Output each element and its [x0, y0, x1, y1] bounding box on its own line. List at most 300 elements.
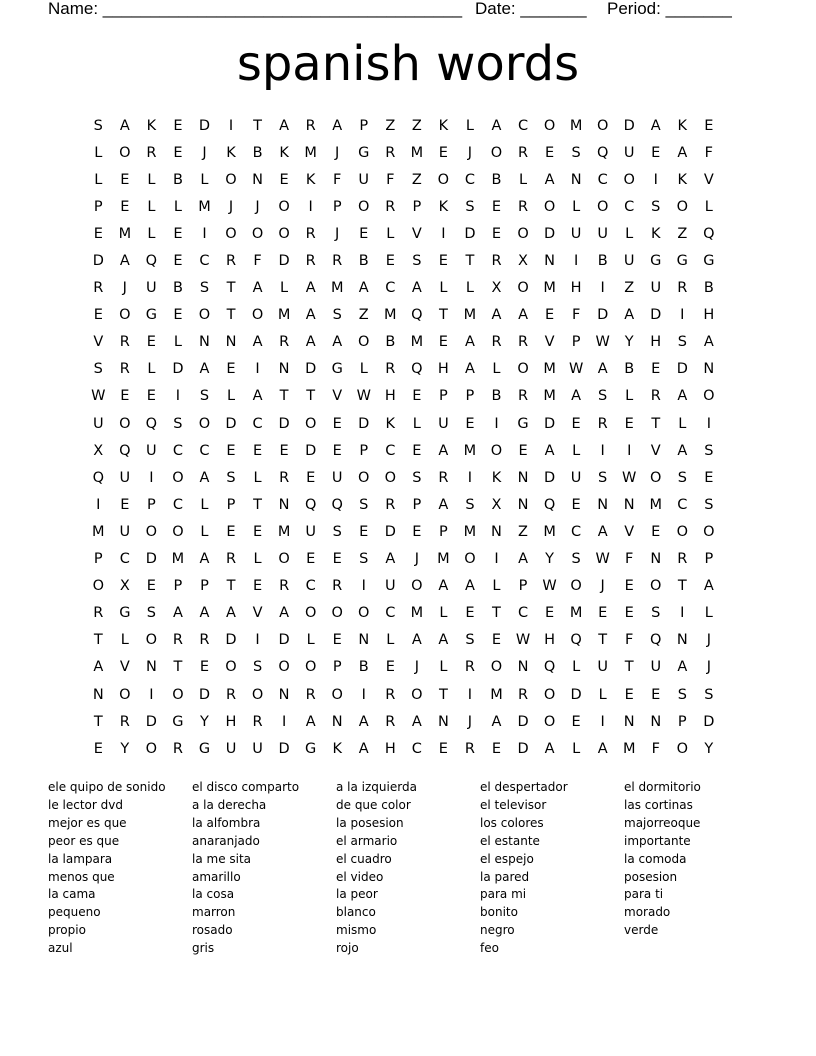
grid-letter: O — [358, 334, 370, 351]
grid-letter: L — [200, 496, 209, 513]
word-bank-item: los colores — [480, 815, 544, 830]
word-bank-item: pequeno — [48, 905, 101, 920]
grid-letter: R — [517, 144, 529, 161]
grid-row — [85, 708, 722, 735]
grid-letter: E — [306, 469, 316, 486]
grid-letter: I — [202, 225, 207, 242]
grid-letter: I — [149, 686, 154, 703]
grid-row — [85, 166, 722, 193]
grid-row — [85, 356, 722, 383]
grid-letter: E — [491, 632, 502, 649]
grid-letter: I — [600, 442, 605, 459]
grid-letter: C — [571, 523, 582, 540]
grid-letter: E — [146, 388, 156, 405]
grid-letter: I — [281, 713, 287, 730]
grid-letter: O — [119, 144, 131, 161]
grid-letter: E — [120, 388, 130, 405]
grid-letter: A — [252, 280, 263, 297]
word-bank-item: propio — [48, 923, 86, 938]
grid-letter: C — [252, 415, 263, 432]
grid-letter: N — [703, 361, 715, 378]
grid-letter: L — [572, 198, 581, 215]
grid-letter: E — [704, 469, 714, 486]
grid-letter: P — [173, 578, 183, 595]
grid-letter: E — [385, 253, 395, 270]
grid-letter: K — [491, 469, 502, 486]
grid-letter: U — [623, 253, 635, 270]
grid-letter: O — [278, 659, 290, 676]
grid-letter: F — [651, 740, 660, 757]
grid-row — [85, 139, 722, 166]
word-bank-item: posesion — [624, 869, 678, 884]
grid-letter: J — [467, 144, 473, 161]
grid-letter: A — [703, 578, 714, 595]
grid-letter: E — [704, 117, 714, 134]
grid-letter: M — [92, 523, 105, 540]
grid-letter: D — [92, 253, 104, 270]
grid-letter: D — [623, 117, 635, 134]
grid-letter: Q — [92, 469, 104, 486]
grid-letter: A — [464, 361, 475, 378]
grid-letter: E — [120, 496, 130, 513]
grid-letter: N — [623, 496, 635, 513]
grid-letter: H — [570, 280, 582, 297]
grid-letter: U — [570, 225, 582, 242]
grid-letter: A — [624, 307, 635, 324]
grid-letter: U — [119, 469, 131, 486]
word-bank-item: el cuadro — [336, 851, 392, 866]
grid-letter: O — [278, 551, 290, 568]
grid-letter: L — [226, 388, 236, 405]
grid-letter: L — [439, 659, 448, 676]
grid-letter: Q — [543, 659, 556, 676]
grid-letter: P — [93, 551, 103, 568]
grid-letter: S — [332, 523, 342, 540]
grid-letter: S — [332, 307, 342, 324]
grid-letter: E — [252, 578, 263, 595]
grid-letter: P — [359, 442, 369, 459]
grid-letter: O — [119, 415, 131, 432]
grid-letter: O — [331, 686, 343, 703]
grid-letter: P — [412, 198, 422, 215]
grid-letter: V — [411, 225, 422, 242]
grid-letter: A — [332, 117, 343, 134]
grid-letter: X — [491, 496, 502, 513]
grid-letter: T — [226, 578, 236, 595]
grid-letter: S — [199, 388, 210, 405]
grid-letter: E — [279, 171, 289, 188]
grid-letter: O — [411, 578, 423, 595]
grid-letter: D — [358, 415, 370, 432]
grid-letter: A — [438, 496, 449, 513]
grid-letter: A — [199, 469, 210, 486]
grid-letter: M — [198, 198, 211, 215]
grid-letter: N — [544, 253, 555, 270]
grid-letter: O — [145, 632, 158, 649]
grid-letter: Y — [120, 740, 130, 757]
grid-letter: I — [255, 361, 260, 378]
grid-letter: B — [491, 388, 502, 405]
grid-letter: L — [280, 280, 289, 297]
grid-letter: I — [175, 388, 181, 405]
grid-letter: L — [147, 361, 156, 378]
grid-letter: D — [278, 415, 290, 432]
grid-letter: O — [119, 686, 131, 703]
grid-letter: J — [335, 225, 340, 242]
grid-row — [85, 220, 722, 247]
grid-letter: K — [677, 171, 688, 188]
word-bank-item: el disco comparto — [192, 780, 300, 794]
word-bank-item: menos que — [48, 869, 115, 884]
grid-letter: O — [198, 307, 211, 324]
grid-letter: R — [517, 334, 529, 351]
grid-row — [85, 464, 722, 491]
grid-letter: L — [120, 632, 129, 649]
grid-letter: C — [464, 171, 475, 188]
grid-letter: L — [492, 578, 501, 595]
grid-letter: E — [624, 415, 634, 432]
grid-letter: N — [676, 632, 688, 649]
grid-letter: B — [172, 280, 183, 297]
grid-row — [85, 193, 722, 220]
grid-letter: D — [650, 307, 662, 324]
grid-letter: P — [518, 578, 528, 595]
grid-letter: R — [119, 713, 130, 730]
grid-letter: O — [490, 442, 503, 459]
grid-row — [85, 546, 722, 573]
grid-letter: L — [147, 171, 156, 188]
grid-letter: I — [441, 225, 446, 242]
grid-letter: T — [253, 117, 262, 134]
name-field[interactable]: Name: ______________________________________ — [48, 0, 463, 18]
grid-letter: T — [93, 632, 103, 649]
grid-letter: E — [93, 740, 103, 757]
grid-letter: J — [122, 280, 127, 297]
grid-letter: B — [491, 171, 502, 188]
grid-letter: O — [304, 659, 317, 676]
grid-letter: U — [119, 523, 131, 540]
grid-letter: E — [146, 334, 156, 351]
grid-letter: D — [543, 469, 556, 486]
grid-letter: O — [676, 523, 689, 540]
grid-letter: U — [384, 578, 396, 595]
grid-letter: I — [467, 686, 473, 703]
grid-letter: H — [437, 361, 449, 378]
grid-letter: A — [199, 551, 210, 568]
grid-letter: R — [464, 659, 475, 676]
grid-letter: R — [305, 225, 316, 242]
word-bank-item: marron — [192, 905, 236, 920]
grid-letter: E — [438, 334, 448, 351]
grid-letter: K — [438, 198, 449, 215]
grid-letter: O — [570, 578, 582, 595]
grid-letter: B — [252, 144, 263, 161]
grid-letter: J — [255, 198, 260, 215]
grid-letter: E — [438, 740, 448, 757]
grid-letter: U — [597, 225, 608, 242]
grid-row — [85, 681, 722, 708]
grid-letter: A — [358, 280, 369, 297]
grid-letter: W — [91, 388, 106, 405]
grid-letter: J — [202, 144, 207, 161]
grid-letter: L — [598, 686, 607, 703]
grid-letter: G — [358, 144, 370, 161]
grid-letter: R — [464, 740, 475, 757]
grid-letter: A — [677, 659, 688, 676]
word-bank-item: a la izquierda — [336, 780, 417, 794]
grid-letter: R — [517, 686, 529, 703]
grid-letter: V — [703, 171, 714, 188]
grid-letter: L — [625, 225, 634, 242]
grid-letter: E — [173, 253, 183, 270]
grid-letter: E — [412, 442, 422, 459]
grid-letter: U — [252, 740, 263, 757]
grid-letter: A — [597, 523, 608, 540]
grid-letter: W — [622, 469, 637, 486]
grid-letter: A — [597, 740, 608, 757]
grid-letter: C — [517, 605, 529, 622]
grid-letter: N — [597, 496, 609, 513]
grid-letter: G — [172, 713, 184, 730]
grid-letter: M — [410, 334, 424, 351]
word-column — [336, 779, 480, 958]
grid-letter: E — [438, 144, 448, 161]
grid-letter: A — [491, 713, 502, 730]
grid-letter: L — [94, 171, 103, 188]
grid-letter: O — [676, 740, 689, 757]
grid-letter: L — [704, 605, 713, 622]
grid-letter: R — [279, 334, 290, 351]
grid-letter: A — [438, 442, 449, 459]
grid-letter: G — [676, 253, 688, 270]
grid-letter: R — [332, 253, 343, 270]
grid-letter: E — [491, 225, 502, 242]
grid-letter: O — [198, 415, 211, 432]
grid-letter: A — [305, 334, 316, 351]
grid-letter: R — [225, 551, 237, 568]
grid-letter: D — [198, 117, 211, 134]
grid-letter: P — [226, 496, 236, 513]
grid-letter: O — [517, 225, 529, 242]
word-bank-item: morado — [624, 905, 671, 920]
grid-letter: G — [145, 307, 157, 324]
grid-letter: J — [414, 551, 419, 568]
grid-letter: Q — [543, 496, 556, 513]
grid-letter: N — [517, 496, 529, 513]
page-title: spanish words — [236, 36, 580, 92]
grid-letter: D — [543, 415, 556, 432]
grid-letter: P — [704, 551, 714, 568]
grid-letter: R — [93, 605, 104, 622]
grid-letter: O — [703, 388, 715, 405]
grid-letter: I — [255, 632, 260, 649]
grid-letter: A — [544, 171, 555, 188]
grid-letter: B — [703, 280, 714, 297]
grid-letter: K — [651, 225, 661, 242]
grid-letter: O — [650, 469, 662, 486]
grid-letter: A — [464, 334, 475, 351]
grid-letter: M — [490, 686, 503, 703]
grid-letter: O — [490, 144, 503, 161]
grid-letter: D — [517, 740, 529, 757]
word-bank-item: mejor es que — [48, 815, 127, 830]
grid-letter: S — [651, 198, 661, 215]
grid-letter: E — [651, 686, 661, 703]
grid-row — [85, 491, 722, 518]
grid-letter: E — [571, 496, 581, 513]
grid-letter: A — [252, 388, 263, 405]
grid-letter: R — [225, 253, 237, 270]
grid-letter: O — [119, 307, 131, 324]
grid-letter: Y — [624, 334, 634, 351]
grid-letter: O — [251, 686, 264, 703]
grid-letter: D — [145, 713, 157, 730]
word-bank-item: rosado — [192, 923, 233, 938]
grid-letter: R — [677, 551, 688, 568]
grid-letter: R — [385, 144, 396, 161]
grid-letter: N — [225, 334, 237, 351]
grid-letter: T — [226, 280, 236, 297]
grid-letter: E — [544, 144, 555, 161]
grid-letter: S — [465, 198, 475, 215]
grid-letter: O — [650, 578, 662, 595]
period-field[interactable]: Period: _______ — [607, 0, 732, 18]
grid-letter: E — [624, 686, 634, 703]
grid-letter: A — [544, 740, 555, 757]
grid-letter: O — [596, 198, 609, 215]
grid-letter: U — [623, 144, 635, 161]
grid-letter: A — [438, 578, 449, 595]
grid-letter: M — [410, 605, 424, 622]
word-bank-item: la alfombra — [192, 815, 261, 830]
grid-letter: J — [467, 713, 473, 730]
grid-letter: R — [305, 253, 316, 270]
grid-letter: S — [571, 144, 581, 161]
grid-letter: X — [93, 442, 104, 459]
grid-letter: B — [385, 334, 396, 351]
grid-letter: I — [149, 469, 154, 486]
grid-letter: E — [491, 198, 502, 215]
grid-letter: R — [199, 632, 210, 649]
grid-letter: O — [172, 686, 184, 703]
grid-letter: Q — [145, 253, 158, 270]
grid-letter: V — [252, 605, 263, 622]
grid-letter: K — [385, 415, 396, 432]
grid-letter: O — [251, 307, 264, 324]
grid-row — [85, 735, 722, 762]
grid-letter: V — [332, 388, 343, 405]
grid-letter: Q — [411, 361, 423, 378]
grid-letter: N — [650, 551, 662, 568]
grid-letter: S — [359, 496, 369, 513]
grid-row — [85, 654, 722, 681]
grid-letter: O — [517, 280, 529, 297]
grid-letter: D — [464, 225, 476, 242]
date-field[interactable]: Date: _______ — [475, 0, 587, 18]
grid-letter: Q — [119, 442, 131, 459]
grid-letter: I — [680, 605, 685, 622]
grid-letter: L — [465, 280, 474, 297]
grid-letter: E — [571, 713, 581, 730]
grid-letter: N — [331, 713, 343, 730]
grid-letter: I — [600, 713, 605, 730]
grid-letter: U — [358, 171, 370, 188]
grid-letter: A — [119, 117, 130, 134]
grid-letter: F — [571, 307, 581, 324]
grid-letter: V — [624, 523, 635, 540]
grid-row — [85, 112, 722, 139]
grid-letter: L — [200, 523, 209, 540]
word-column — [624, 779, 768, 940]
word-bank-item: el televisor — [480, 797, 547, 812]
grid-letter: R — [305, 117, 316, 134]
grid-letter: M — [649, 496, 663, 513]
grid-letter: L — [386, 632, 395, 649]
word-bank-item: para mi — [480, 887, 527, 902]
grid-letter: T — [651, 415, 661, 432]
grid-letter: D — [225, 632, 237, 649]
grid-letter: A — [305, 713, 316, 730]
grid-letter: A — [305, 307, 316, 324]
grid-letter: R — [172, 632, 183, 649]
word-bank-item: bonito — [480, 905, 518, 920]
grid-letter: E — [332, 551, 342, 568]
grid-letter: S — [598, 469, 608, 486]
grid-letter: E — [518, 442, 528, 459]
grid-letter: E — [412, 523, 422, 540]
grid-letter: A — [650, 117, 661, 134]
grid-letter: O — [225, 171, 237, 188]
grid-letter: Z — [677, 225, 688, 242]
grid-letter: F — [625, 632, 634, 649]
grid-letter: R — [650, 388, 661, 405]
grid-letter: I — [706, 415, 711, 432]
grid-letter: S — [704, 496, 714, 513]
grid-letter: O — [358, 469, 370, 486]
grid-letter: E — [359, 523, 369, 540]
grid-letter: E — [173, 307, 183, 324]
grid-letter: S — [173, 415, 183, 432]
grid-letter: O — [358, 198, 370, 215]
grid-letter: C — [172, 496, 183, 513]
grid-letter: I — [494, 415, 499, 432]
grid-letter: I — [228, 117, 234, 134]
grid-letter: N — [437, 713, 449, 730]
grid-letter: L — [386, 225, 395, 242]
grid-letter: D — [517, 713, 529, 730]
grid-letter: L — [439, 605, 448, 622]
grid-letter: L — [465, 117, 474, 134]
grid-letter: M — [543, 523, 556, 540]
worksheet-header — [0, 0, 816, 20]
grid-letter: M — [463, 523, 477, 540]
grid-letter: O — [331, 605, 343, 622]
grid-letter: S — [677, 334, 687, 351]
grid-letter: R — [597, 415, 608, 432]
word-bank-item: peor es que — [48, 833, 120, 848]
word-bank-item: importante — [624, 833, 691, 848]
word-bank-item: la pared — [480, 869, 530, 884]
grid-letter: S — [465, 632, 475, 649]
grid-letter: A — [491, 117, 502, 134]
grid-letter: E — [120, 198, 130, 215]
grid-letter: I — [96, 496, 101, 513]
grid-letter: U — [146, 280, 157, 297]
grid-letter: M — [569, 605, 583, 622]
grid-letter: E — [624, 605, 634, 622]
grid-letter: G — [331, 361, 343, 378]
grid-letter: A — [597, 361, 608, 378]
